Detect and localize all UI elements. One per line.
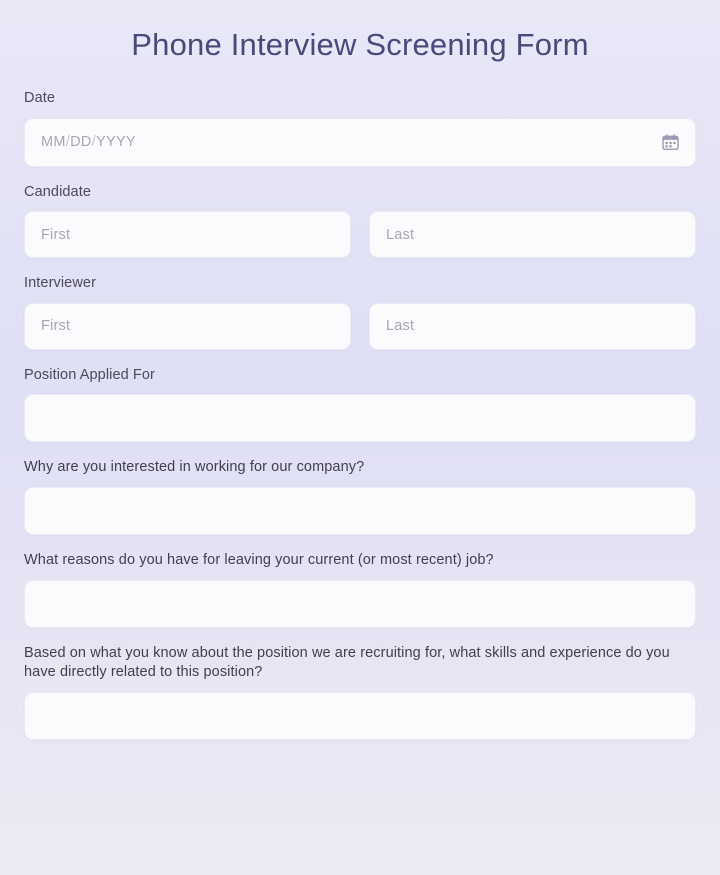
- field-candidate: [24, 183, 696, 259]
- candidate-first-name-placeholder: First: [41, 226, 71, 243]
- field-interest-reason: [24, 458, 696, 535]
- field-label-interviewer: Interviewer: [24, 275, 97, 292]
- field-label-position-applied-for: Position Applied For: [24, 366, 155, 383]
- date-placeholder-day: DD: [70, 134, 92, 151]
- field-label-date: Date: [24, 90, 56, 107]
- field-position-applied-for: [24, 366, 696, 443]
- calendar-icon[interactable]: [662, 134, 679, 151]
- field-relevant-skills: [24, 644, 696, 740]
- date-placeholder-year: YYYY: [96, 134, 136, 151]
- date-input[interactable]: [24, 118, 696, 167]
- candidate-first-name-input[interactable]: [24, 211, 351, 258]
- interviewer-first-name-placeholder: First: [41, 318, 71, 335]
- interviewer-last-name-input[interactable]: [369, 303, 696, 350]
- candidate-last-name-input[interactable]: [369, 211, 696, 258]
- field-leaving-reason: [24, 551, 696, 628]
- field-label-candidate: Candidate: [24, 183, 92, 200]
- candidate-name-row: [24, 211, 696, 258]
- date-placeholder-month: MM: [41, 134, 66, 151]
- position-applied-for-input[interactable]: [24, 394, 696, 442]
- page-title: Phone Interview Screening Form: [131, 27, 589, 62]
- field-label-relevant-skills: Based on what you know about the position we are recruiting for, what skills and experience do you have directly related to this position?: [24, 644, 670, 681]
- interviewer-first-name-input[interactable]: [24, 303, 351, 350]
- field-date: [24, 89, 696, 167]
- leaving-reason-input[interactable]: [24, 580, 696, 628]
- interest-reason-input[interactable]: [24, 487, 696, 535]
- field-label-leaving-reason: What reasons do you have for leaving your current (or most recent) job?: [24, 552, 494, 568]
- interviewer-name-row: [24, 303, 696, 350]
- interviewer-last-name-placeholder: Last: [386, 318, 415, 335]
- candidate-last-name-placeholder: Last: [386, 226, 415, 243]
- field-interviewer: [24, 274, 696, 350]
- relevant-skills-input[interactable]: [24, 692, 696, 740]
- field-label-interest-reason: Why are you interested in working for our company?: [24, 459, 365, 476]
- date-placeholder: MM/DD/YYYY: [41, 134, 136, 151]
